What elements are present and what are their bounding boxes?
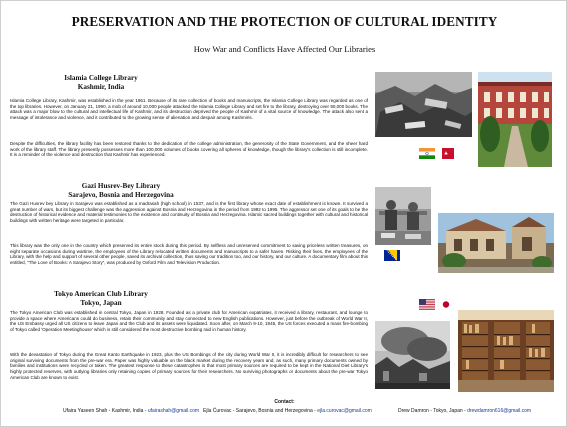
tokyo-library-interior-photo — [458, 310, 554, 392]
contact-label: Contact: — [274, 399, 295, 405]
contact-drew — [398, 408, 531, 414]
email-link[interactable]: drewdamron616@gmail.com — [467, 408, 532, 414]
paragraph: Islamia College Library, Kashmir, was established in the year 1961. Because of its rare collection of books and manuscripts, the Islamia College Library was regarded as one of the top libraries. However, on January 21, 1990, a mob of around 10,000 people attacked the Islamia College Library and set fire to the library, destroying over 90,000 books. The attack was a major blow to the cultural and intellectual life of Kashmir, and its destruction deprived the people of Kashmir of a vital source of knowledge. The attack also sent a message of intolerance and violence, and it contributed to the growing sense of alienation and despair among Kashmiris. — [10, 98, 368, 121]
contact-ejla — [203, 408, 372, 414]
india-flag-icon — [419, 148, 435, 159]
islamia-college-building-photo — [478, 72, 552, 167]
paragraph: The Gazi Husrev bey Library in Sarajevo was established as a madrasah (high school) in 1537, and is the first library whose exact date of establishment is known. It survived a great number of wars, but its biggest challenge was the aggression against Bosnia and Herzegovina in the period from 1992 to 1995. The aggressor set one of its goals to be the destruction of historical evidence and material testimonies to the existence and continuity of Bosnia and Herzegovina. Islamic sacred buildings together with cultural and historical buildings with written heritage were targeted in particular. — [10, 201, 368, 224]
section-subtitle-line: Sarajevo, Bosnia and Herzegovina — [68, 191, 174, 199]
poster-title: PRESERVATION AND THE PROTECTION OF CULTURAL IDENTITY — [71, 14, 498, 29]
section-title-islamia — [21, 74, 181, 92]
contact-ufaira — [63, 408, 199, 414]
section-title-line: Islamia College Library — [64, 74, 138, 82]
bosnia-flag-icon — [384, 250, 400, 261]
burnt-books-photo — [375, 72, 472, 137]
email-link[interactable]: ejla.curovac@gmail.com — [317, 408, 372, 414]
contact-name: Drew Damron - Tokyo, Japan - — [398, 408, 468, 414]
library-staff-archive-photo — [375, 187, 431, 245]
section-subtitle-line: Kashmir, India — [77, 83, 125, 91]
section-title-line: Tokyo American Club Library — [54, 290, 148, 298]
contact-name: Ufaira Yaseen Shah - Kashmir, India - — [63, 408, 148, 414]
japan-flag-icon — [438, 299, 454, 310]
email-link[interactable]: ufairashah@gmail.com — [147, 408, 200, 414]
paragraph: Despite the difficulties, the library facility has been restored thanks to the dedication of the college administration, the generosity of the State Government, and the sheer hard work of the library staff. The library presently possesses more than 100,000 volumes of books covering all spheres of knowledge, though the library's collection is still incomplete. It is a reminder of the violence and destruction that Kashmir has experienced. — [10, 141, 368, 158]
paragraph: This library was the only one in the country which preserved its entire stock during this period. By selfless and unreserved commitment to saving priceless written treasures, on eight separate occasions during wartime, the employees of the Library relocated written documents and manuscripts to a safer haven. Risking their lives, the employees of the Library, with the help and support of several other people, saved its archival collection, thus saving our tradition too, and our history, and our culture. A documentary film about this entitled, “The Love of Books: A Sarajevo Story”, was produced by Oxford Film and Television Production. — [10, 243, 368, 266]
section-title-gazi-husrev — [21, 182, 221, 200]
tokyo-bombing-photo — [375, 321, 450, 389]
contact-name: Ejla Ćurovac - Sarajevo, Bosnia and Herzegovina - — [203, 408, 318, 414]
paragraph: With the devastation of Tokyo during the Great Kanto Earthquake in 1923, plus the US Bombings of the city during World War II, it is incredibly difficult for researchers to see original surviving documents from the pre-war era. Paper was highly valuable on the black market during the recovery years and, as such, many primary documents owned by families and institutions were recycled or taken. The greatest response to these catastrophes is that most primary sources are required to be kept in the National Diet Library's highly protected reserves, with outlying libraries only retaining copies of primary sources for their researchers. No surviving photographs or documents about the pre-war Tokyo American Club are known to exist. — [10, 352, 368, 380]
usa-flag-icon — [419, 299, 435, 310]
section-title-line: Gazi Husrev-Bey Library — [81, 182, 161, 190]
kashmir-flag-icon — [438, 148, 454, 159]
gazi-husrev-bey-building-photo — [438, 213, 554, 273]
section-title-tokyo-american-club — [21, 290, 181, 308]
section-subtitle-line: Tokyo, Japan — [80, 299, 122, 307]
poster-subtitle: How War and Conflicts Have Affected Our Libraries — [193, 44, 376, 54]
paragraph: The Tokyo American Club was established in central Tokyo, Japan in 1928. Founded as a private club for American expatriates, it received a library, restaurant, and lounge to provide a space where Americans could do business, retain their community and stay connected to new English publications. However, just before the outbreak of World War II, the US Embassy urged all US citizens to leave Japan and the Club and its assets were liquidated. Soon after, on March 9-10, 1945, the US forces executed a mass fire-bombing of Tokyo called 'Operation Meetinghouse' which is still considered the most destructive bombing raid in human history. — [10, 310, 368, 333]
